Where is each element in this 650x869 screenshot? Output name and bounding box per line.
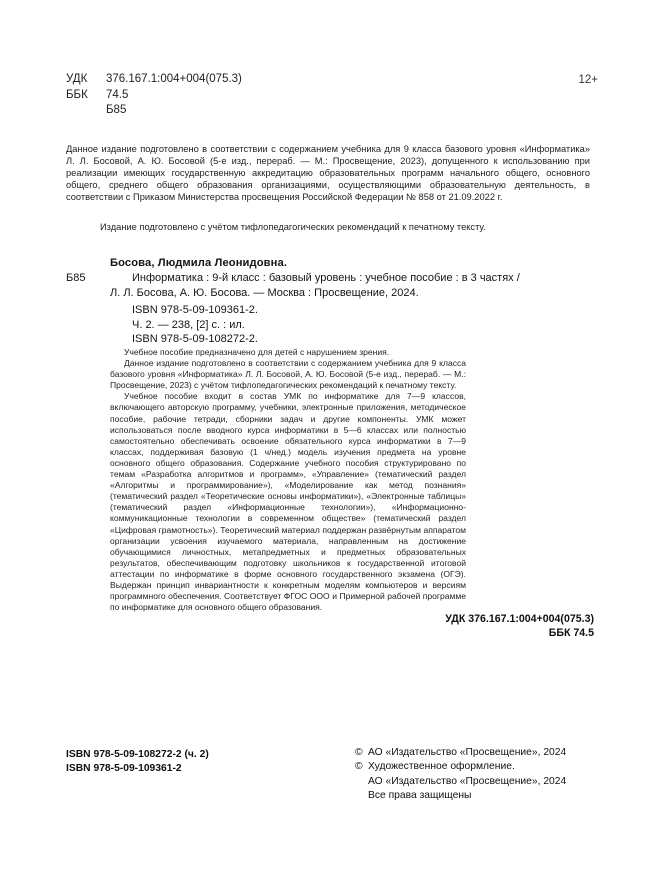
age-rating-mark: 12+ xyxy=(578,74,598,86)
udk-label: УДК xyxy=(66,73,88,85)
footer-isbn-set: ISBN 978-5-09-109361-2 xyxy=(66,763,182,775)
footer-isbn-part: ISBN 978-5-09-108272-2 (ч. 2) xyxy=(66,749,209,760)
biblio-isbn-group xyxy=(110,303,566,347)
tiflopedagogical-note: Издание подготовлено с учётом тифлопедагогических рекомендаций к печатному тексту. xyxy=(100,222,486,232)
udk-bbk-repeat xyxy=(445,612,594,640)
biblio-isbn-set: ISBN 978-5-09-109361-2. xyxy=(132,304,258,317)
rights-reserved-text: Все права защищены xyxy=(368,789,472,801)
copyright-text: АО «Издательство «Просвещение», 2024 xyxy=(368,747,567,758)
bibliographic-record xyxy=(66,256,566,347)
annotation-paragraph: Учебное пособие предназначено для детей с нарушением зрения. xyxy=(124,347,390,357)
annotation-paragraph: Данное издание подготовлено в соответствии с содержанием учебника для 9 класса базового уровня «Информатика» Л. Л. Босовой, А. Ю. Босовой (5-е изд., перераб. — М.: Просвещение, 2023) с учётом тифлопедагогических рекомендаций к печатному тексту. xyxy=(110,358,466,391)
bbk-row xyxy=(66,88,242,104)
biblio-shelf-mark: Б85 xyxy=(66,272,86,285)
annotation-paragraph: Учебное пособие входит в состав УМК по информатике для 7—9 классов, включающего авторскую программу, учебники, электронные приложения, методическое пособие, рабочие тетради, сборники задач и другие компоненты. УМК может использоваться после вводного курса информатики в 5—6 классах или полностью самостоятельно обеспечивать освоение обязательного курса информатики в 7—9 классах, поддерживая базовую (1 ч/нед.) модель изучения предмета на уровне основного общего образования. Содержание учебного пособия структурировано по темам «Разработка алгоритмов и программ», «Управление» (тематический раздел «Алгоритмы и программирование»), «Моделирование как метод познания» (тематический раздел «Теоретические основы информатики»), «Электронные таблицы» (тематический раздел «Информационные технологии»), «Информационно-коммуникационные технологии в современном обществе» (тематический раздел «Цифровая грамотность»). Теоретический материал поддержан развёрнутым аппаратом организации усвоения изучаемого материала, направленным на достижение обучающимися личностных, метапредметных и предметных образовательных результатов, обеспечивающим подготовку школьников к государственной итоговой аттестации по информатике в форме основного государственного экзамена (ОГЭ). Выдержан принцип инвариантности к конкретным моделям компьютеров и версиям программного обеспечения. Соответствует ФГОС ООО и Примерной рабочей программе по информатике для основного общего образования. xyxy=(110,391,466,613)
biblio-description: Информатика : 9-й класс : базовый уровень : учебное пособие : в 3 частях / Л. Л. Босова, А. Ю. Босова. — Москва : Просвещение, 2024. xyxy=(110,272,520,299)
udk-bbk-header xyxy=(66,72,242,119)
udk-row xyxy=(66,72,242,88)
copyright-text: Художественное оформление. xyxy=(368,761,515,773)
biblio-body xyxy=(66,271,566,347)
bbk-repeat-value: ББК 74.5 xyxy=(548,627,594,639)
udk-value: 376.167.1:004+004(075.3) xyxy=(106,73,242,85)
copyright-text: АО «Издательство «Просвещение», 2024 xyxy=(368,775,567,787)
biblio-author: Босова, Людмила Леонидовна. xyxy=(110,257,288,269)
copyright-line xyxy=(355,760,566,774)
biblio-volume: Ч. 2. — 238, [2] с. : ил. xyxy=(132,318,245,331)
approval-notice: Данное издание подготовлено в соответствии с содержанием учебника для 9 класса базового уровня «Информатика» Л. Л. Босовой, А. Ю. Босовой (5-е изд., перераб. — М.: Просвещение, 2023), допущенного к использованию при реализации имеющих государственную аккредитацию образовательных программ начального общего, основного общего, среднего общего образования организациями, осуществляющими образовательную деятельность, в соответствии с Приказом Министерства просвещения Российской Федерации № 858 от 21.09.2022 г. xyxy=(66,144,590,203)
bbk-value: 74.5 xyxy=(106,88,129,101)
footer-isbn-group xyxy=(66,748,209,777)
udk-repeat-value: УДК 376.167.1:004+004(075.3) xyxy=(445,613,594,625)
copyright-symbol: © xyxy=(355,747,363,758)
copyright-block xyxy=(355,746,566,803)
biblio-isbn-part: ISBN 978-5-09-108272-2. xyxy=(132,333,258,346)
copyright-symbol: © xyxy=(355,761,363,773)
shelf-code-row xyxy=(66,103,242,119)
bbk-label: ББК xyxy=(66,88,88,101)
annotation-block xyxy=(110,347,466,613)
copyright-line xyxy=(355,746,566,760)
shelf-code: Б85 xyxy=(106,104,127,116)
